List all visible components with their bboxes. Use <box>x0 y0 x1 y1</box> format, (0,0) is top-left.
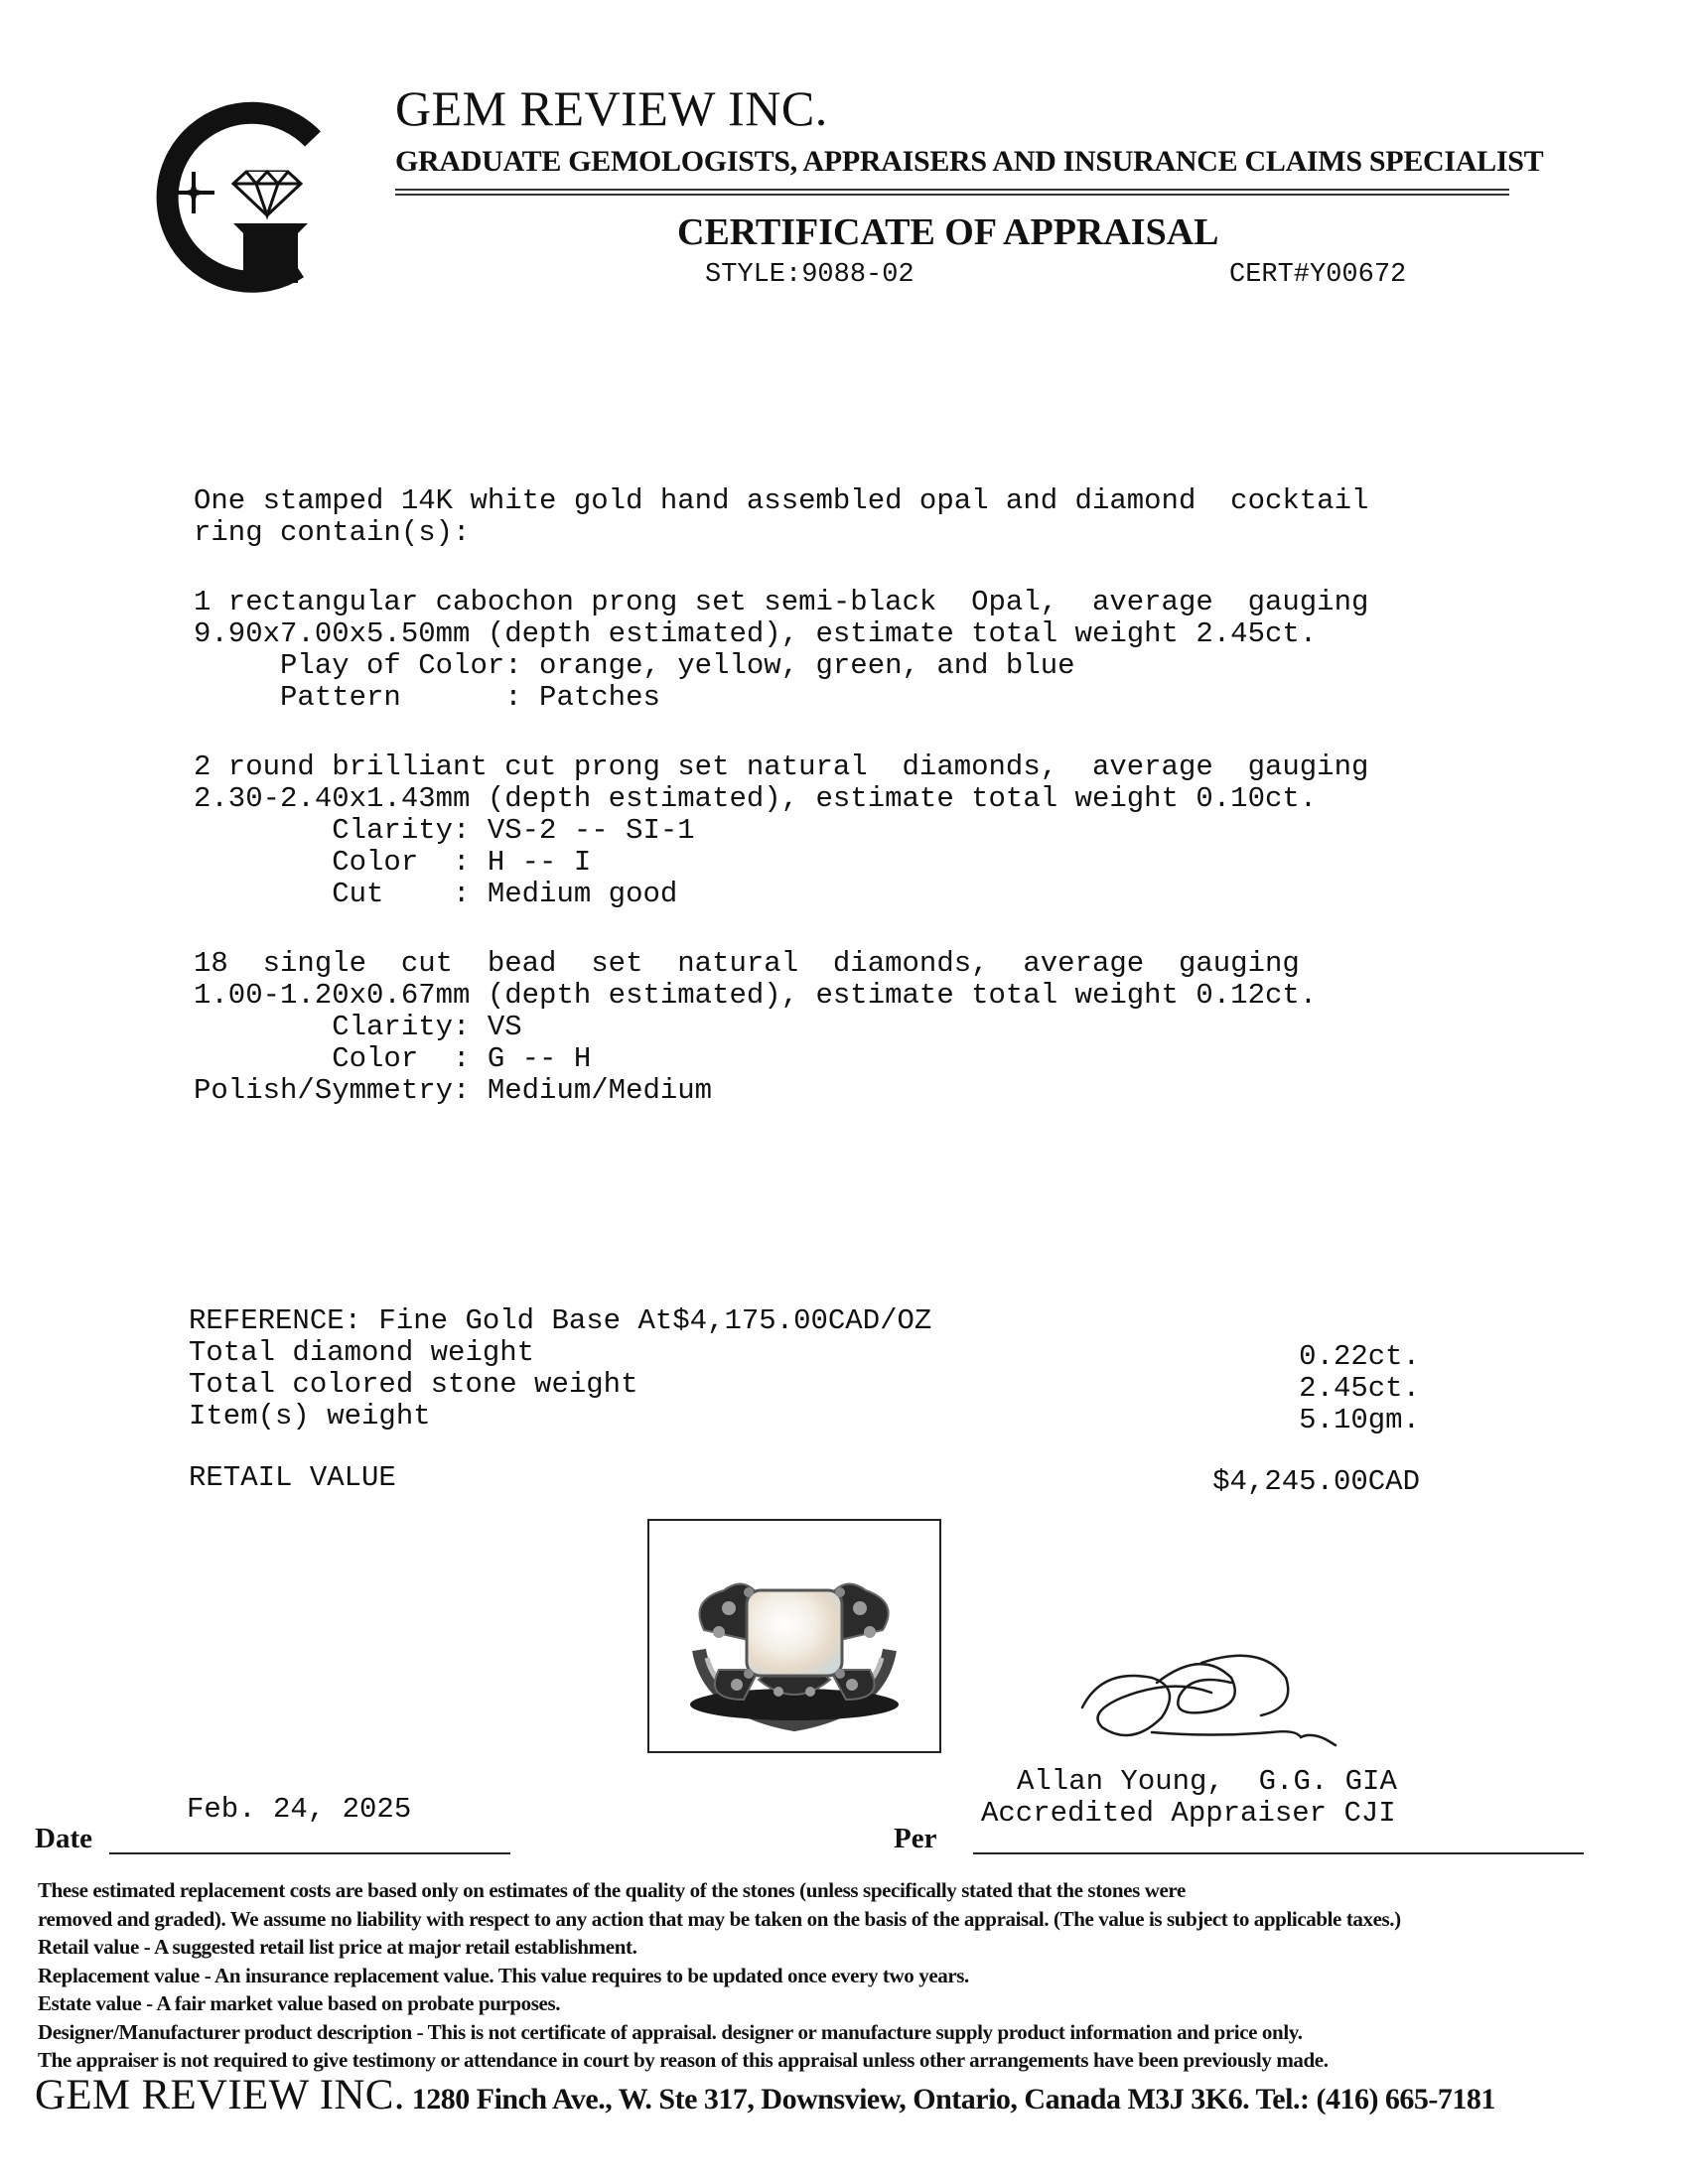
footer <box>35 2071 1495 2119</box>
company-tagline: GRADUATE GEMOLOGISTS, APPRAISERS AND INSURANCE CLAIMS SPECIALIST <box>395 145 1544 178</box>
company-name: GEM REVIEW INC. <box>395 80 828 136</box>
item-weight-value: 5.10gm. <box>1299 1404 1420 1436</box>
appraiser-name: Allan Young, G.G. GIA <box>1017 1765 1397 1798</box>
single-cut-diamonds-line: 18 single cut bead set natural diamonds, average gauging <box>194 947 1300 980</box>
header-divider <box>395 189 1509 191</box>
appraiser-signature <box>1062 1638 1400 1757</box>
single-cut-diamonds-color: Color : G -- H <box>194 1042 592 1075</box>
date-signature-line <box>109 1852 510 1854</box>
polish-symmetry: Polish/Symmetry: Medium/Medium <box>194 1074 713 1107</box>
appraisal-date: Feb. 24, 2025 <box>187 1793 412 1826</box>
single-cut-diamonds-line: 1.00-1.20x0.67mm (depth estimated), estimate total weight 0.12ct. <box>194 979 1318 1012</box>
ring-photo <box>647 1519 941 1753</box>
header-divider <box>395 194 1509 196</box>
style-number: STYLE:9088-02 <box>705 260 914 290</box>
disclaimer-line: removed and graded). We assume no liability with respect to any action that may be taken on the basis of the appraisal. (The value is subject to applicable taxes.) <box>38 1906 1401 1931</box>
disclaimer-line: Estate value - A fair market value based on probate purposes. <box>38 1991 561 2015</box>
round-diamonds-clarity: Clarity: VS-2 -- SI-1 <box>194 814 695 847</box>
appraiser-title: Accredited Appraiser CJI <box>981 1797 1396 1830</box>
certificate-title: CERTIFICATE OF APPRAISAL <box>677 211 1219 253</box>
total-colored-stone-weight-label: Total colored stone weight <box>189 1368 638 1401</box>
disclaimer-line: The appraiser is not required to give testimony or attendance in court by reason of this appraisal unless other arrangements have been previously made. <box>38 2048 1329 2072</box>
item-weight-label: Item(s) weight <box>189 1400 431 1433</box>
single-cut-diamonds-clarity: Clarity: VS <box>194 1011 522 1043</box>
intro-line: One stamped 14K white gold hand assembled opal and diamond cocktail <box>194 484 1369 517</box>
retail-value-amount: $4,245.00CAD <box>1212 1465 1420 1498</box>
gem-review-logo <box>139 94 338 293</box>
disclaimer <box>38 1876 1666 2075</box>
round-diamonds-color: Color : H -- I <box>194 846 592 879</box>
disclaimer-line: Designer/Manufacturer product description - This is not certificate of appraisal. designer or manufacture supply product information and price only. <box>38 2019 1303 2044</box>
disclaimer-line: These estimated replacement costs are based only on estimates of the quality of the stones (unless specifically stated that the stones were <box>38 1878 1186 1902</box>
gold-base-reference: REFERENCE: Fine Gold Base At$4,175.00CAD/OZ <box>189 1304 932 1337</box>
total-colored-stone-weight-value: 2.45ct. <box>1299 1372 1420 1405</box>
per-signature-line <box>973 1852 1584 1854</box>
disclaimer-line: Retail value - A suggested retail list price at major retail establishment. <box>38 1935 637 1959</box>
opal-play-of-color: Play of Color: orange, yellow, green, and blue <box>194 649 1075 682</box>
disclaimer-line: Replacement value - An insurance replacement value. This value requires to be updated once every two years. <box>38 1963 969 1987</box>
footer-company-name: GEM REVIEW INC. <box>35 2072 405 2118</box>
round-diamonds-line: 2.30-2.40x1.43mm (depth estimated), estimate total weight 0.10ct. <box>194 782 1318 815</box>
intro-line: ring contain(s): <box>194 516 471 549</box>
opal-pattern: Pattern : Patches <box>194 681 660 714</box>
opal-description-line: 9.90x7.00x5.50mm (depth estimated), estimate total weight 2.45ct. <box>194 617 1318 650</box>
date-label: Date <box>35 1823 92 1854</box>
total-diamond-weight-label: Total diamond weight <box>189 1336 535 1369</box>
certificate-number: CERT#Y00672 <box>1229 260 1407 290</box>
round-diamonds-line: 2 round brilliant cut prong set natural diamonds, average gauging <box>194 751 1369 783</box>
per-label: Per <box>894 1823 937 1854</box>
retail-value-label: RETAIL VALUE <box>189 1461 396 1494</box>
footer-address: 1280 Finch Ave., W. Ste 317, Downsview, Ontario, Canada M3J 3K6. Tel.: (416) 665-7181 <box>404 2083 1495 2116</box>
opal-description-line: 1 rectangular cabochon prong set semi-black Opal, average gauging <box>194 586 1369 618</box>
round-diamonds-cut: Cut : Medium good <box>194 878 678 910</box>
total-diamond-weight-value: 0.22ct. <box>1299 1340 1420 1373</box>
